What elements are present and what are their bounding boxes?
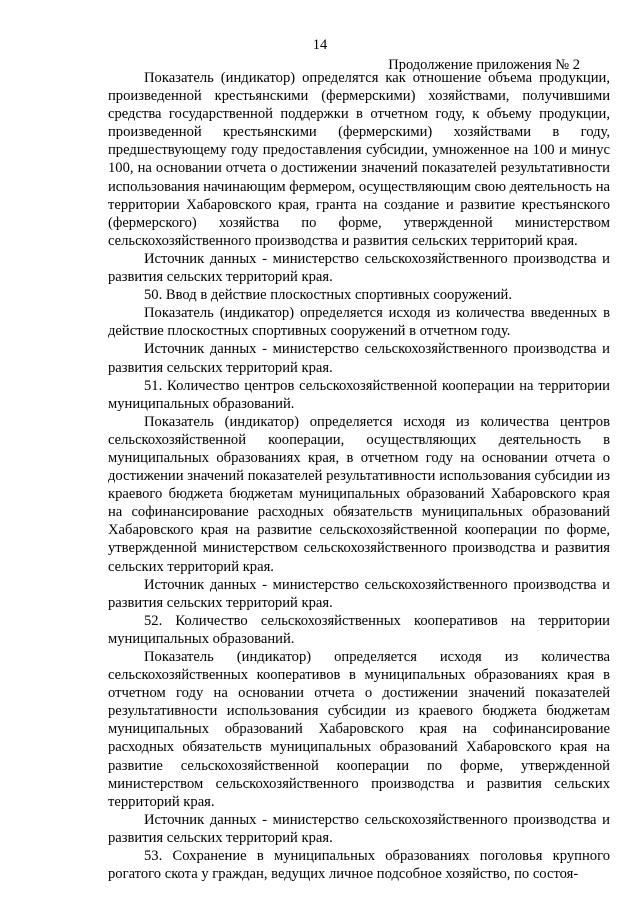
paragraph-item-53-heading: 53. Сохранение в муниципальных образованиях поголовья крупного рогатого скота у граждан, ведущих личное подсобное хозяйство, по состоя- [108,848,610,883]
paragraph-indicator-sports-facilities: Показатель (индикатор) определяется исходя из количества введенных в действие плоскостных спортивных сооружений в отчетном году. [108,305,610,340]
paragraph-data-source: Источник данных - министерство сельскохозяйственного производства и развития сельских территорий края. [108,341,610,376]
paragraph-indicator-farm-output: Показатель (индикатор) определятся как отношение объема продукции, произведенной крестьянскими (фермерскими) хозяйствами, получившими средства государственной поддержки в отчетном году, к объему продукции, произведенной крестьянскими (фермерскими) хозяйствами в году, предшествующему году предоставления субсидии, умноженное на 100 и минус 100, на основании отчета о достижении значений показателей результативности использования начинающим фермером, осуществляющим свою деятельность на территории Хабаровского края, гранта на создание и развитие крестьянского (фермерского) хозяйства по форме, утвержденной министерством сельскохозяйственного производства и развития сельских территорий края. [108,70,610,249]
appendix-continuation-note: Продолжение приложения № 2 [388,57,580,73]
paragraph-item-50-heading: 50. Ввод в действие плоскостных спортивных сооружений. [144,287,513,304]
paragraph-data-source: Источник данных - министерство сельскохозяйственного производства и развития сельских территорий края. [108,576,610,611]
paragraph-item-52-heading: 52. Количество сельскохозяйственных кооперативов на территории муниципальных образований. [108,612,610,647]
page-number: 14 [312,37,328,53]
paragraph-item-51-heading: 51. Количество центров сельскохозяйственной кооперации на территории муниципальных образований. [108,377,610,412]
paragraph-indicator-cooperatives: Показатель (индикатор) определяется исходя из количества сельскохозяйственных кооперативов в муниципальных образованиях края в отчетном году на основании отчета о достижении значений показателей результативности использования субсидии из краевого бюджета бюджетам муниципальных образований Хабаровского края на софинансирование расходных обязательств муниципальных образований Хабаровского края на развитие сельскохозяйственной кооперации по форме, утвержденной министерством сельскохозяйственного производства и развития сельских территорий края. [108,649,610,810]
paragraph-data-source: Источник данных - министерство сельскохозяйственного производства и развития сельских территорий края. [108,811,610,846]
document-body [108,69,610,883]
paragraph-data-source: Источник данных - министерство сельскохозяйственного производства и развития сельских территорий края. [108,250,610,286]
paragraph-indicator-cooperation-centers: Показатель (индикатор) определяется исходя из количества центров сельскохозяйственной кооперации, осуществляющих деятельность в муниципальных образованиях края, в отчетном году на основании отчета о достижении значений показателей результативности использования субсидии из краевого бюджета бюджетам муниципальных образований Хабаровского края на софинансирование расходных обязательств муниципальных образований Хабаровского края на развитие сельскохозяйственной кооперации по форме, утвержденной министерством сельскохозяйственного производства и развития сельских территорий края. [108,413,610,575]
